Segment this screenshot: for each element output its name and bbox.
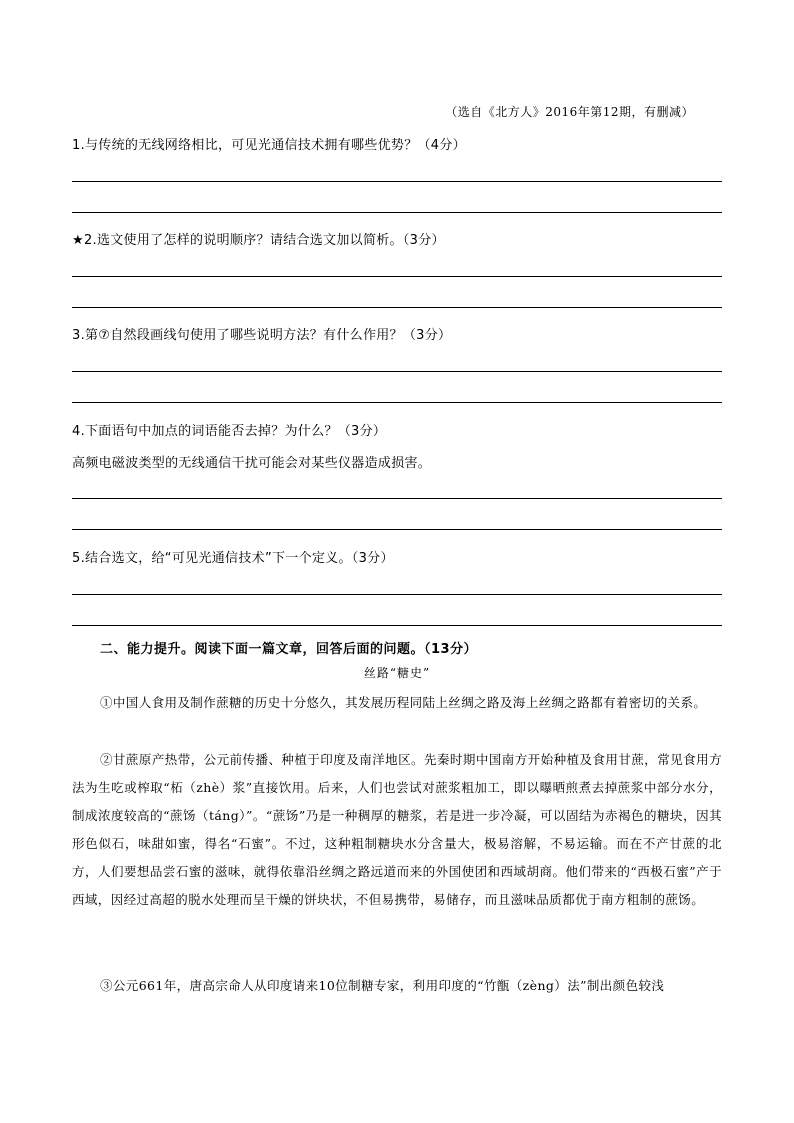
article-paragraph-1: ①中国人食用及制作蔗糖的历史十分悠久，其发展历程同陆上丝绸之路及海上丝绸之路都有着密切的关系。: [100, 695, 707, 710]
question-3: 3.第⑦自然段画线句使用了哪些说明方法？有什么作用？（3分）: [72, 328, 452, 343]
answer-line: [72, 625, 722, 626]
answer-line: [72, 276, 722, 277]
answer-line: [72, 594, 722, 595]
question-2: ★2.选文使用了怎样的说明顺序？请结合选文加以简析。（3分）: [72, 233, 445, 248]
answer-line: [72, 529, 722, 530]
article-paragraph-2: ②甘蔗原产热带，公元前传播、种植于印度及南洋地区。先秦时期中国南方开始种植及食用甘蔗，常见食用方法为生吃或榨取“柘（zhè）浆”直接饮用。后来，人们也尝试对蔗浆粗加工，即以曝晒煎煮去掉蔗浆中部分水分，制成浓度较高的“蔗饧（táng）”。“蔗饧”乃是一种稠厚的糖浆，若是进一步冷凝，可以固结为赤褐色的糖块，因其形色似石，味甜如蜜，得名“石蜜”。不过，这种粗制糖块水分含量大，极易溶解，不易运输。而在不产甘蔗的北方，人们要想品尝石蜜的滋味，就得依靠沿丝绸之路远道而来的外国使团和西域胡商。他们带来的“西极石蜜”产于西域，因经过高超的脱水处理而呈干燥的饼块状，不但易携带，易储存，而且滋味品质都优于南方粗制的蔗饧。: [72, 752, 722, 907]
question-5: 5.结合选文，给“可见光通信技术”下一个定义。（3分）: [72, 551, 394, 566]
answer-line: [72, 371, 722, 372]
answer-line: [72, 181, 722, 182]
section-heading: 二、能力提升。阅读下面一篇文章，回答后面的问题。（13分）: [100, 642, 478, 657]
source-citation: （选自《北方人》2016年第12期，有删减）: [445, 105, 694, 119]
question-1: 1.与传统的无线网络相比，可见光通信技术拥有哪些优势？（4分）: [72, 138, 466, 153]
answer-line: [72, 498, 722, 499]
answer-line: [72, 402, 722, 403]
answer-line: [72, 212, 722, 213]
question-4: 4.下面语句中加点的词语能否去掉？为什么？（3分）: [72, 424, 387, 439]
question-4-sentence: 高频电磁波类型的无线通信干扰可能会对某些仪器造成损害。: [72, 456, 432, 471]
article-title: 丝路“糖史”: [363, 666, 431, 680]
article-paragraph-3: ③公元661年，唐高宗命人从印度请来10位制糖专家，利用印度的“竹甑（zèng）法”制出颜色较浅: [100, 978, 665, 993]
answer-line: [72, 307, 722, 308]
